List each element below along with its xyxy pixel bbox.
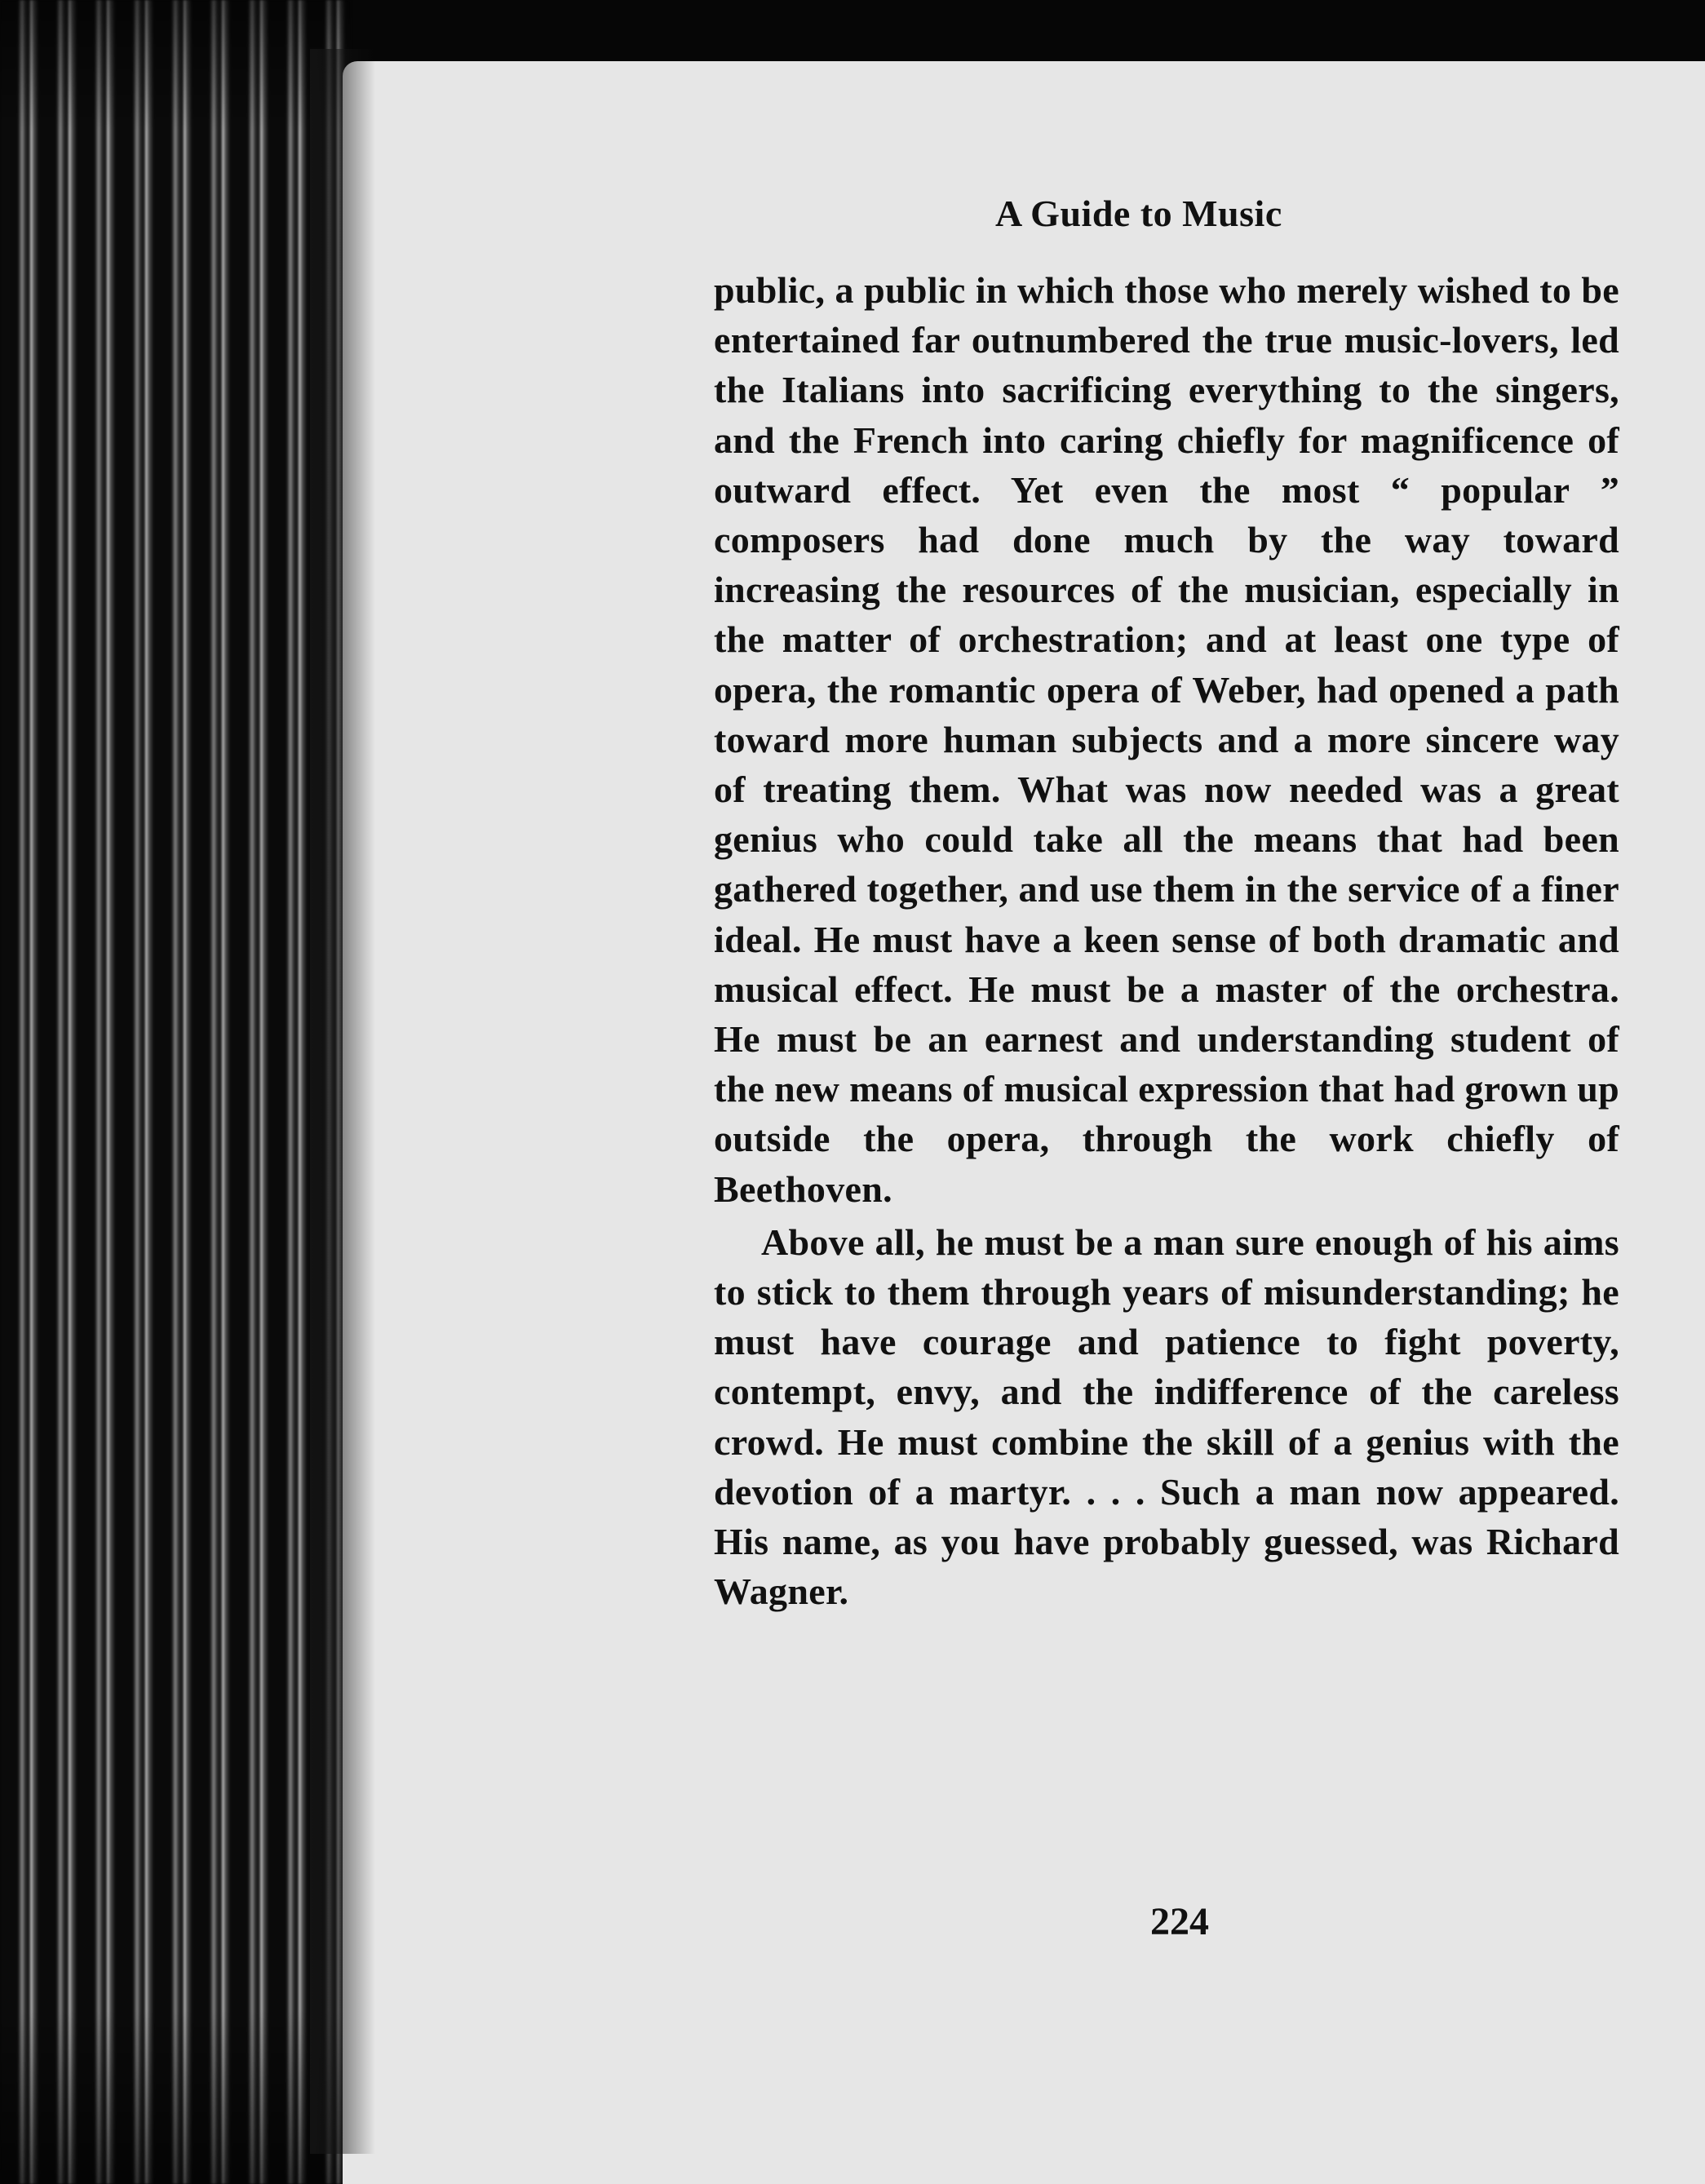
- paragraph-2: Above all, he must be a man sure enough of his aims to stick to them through years of misunderstanding; he must have courage and patience to fight poverty, contempt, envy, and the indifference of the careless crowd. He must combine the skill of a genius with the devotion of a martyr. . . . Such a man now appeared. His name, as you have probably guessed, was Richard Wagner.: [714, 1220, 1619, 1613]
- gutter-shadow: [310, 49, 375, 2154]
- paragraph-1: public, a public in which those who merely wished to be entertained far outnumbered the true music-lovers, led the Italians into sacrificing everything to the singers, and the French into caring chiefly for magnificence of outward effect. Yet even the most “ popular ” composers had done much by the way toward increasing the resources of the musician, especially in the matter of orchestration; and at least one type of opera, the romantic opera of Weber, had opened a path toward more human subjects and a more sincere way of treating them. What was now needed was a great genius who could take all the means that had been gathered together, and use them in the service of a finer ideal. He must have a keen sense of both dramatic and musical effect. He must be a master of the orchestra. He must be an earnest and understanding student of the new means of musical expression that had grown up outside the opera, through the work chiefly of Beethoven.: [714, 269, 1619, 1210]
- book-fore-edge: [0, 0, 351, 2184]
- book-page: [343, 61, 1705, 2184]
- page-number: 224: [1150, 1900, 1209, 1943]
- body-text: [714, 265, 1619, 1616]
- running-head: A Guide to Music: [995, 193, 1282, 234]
